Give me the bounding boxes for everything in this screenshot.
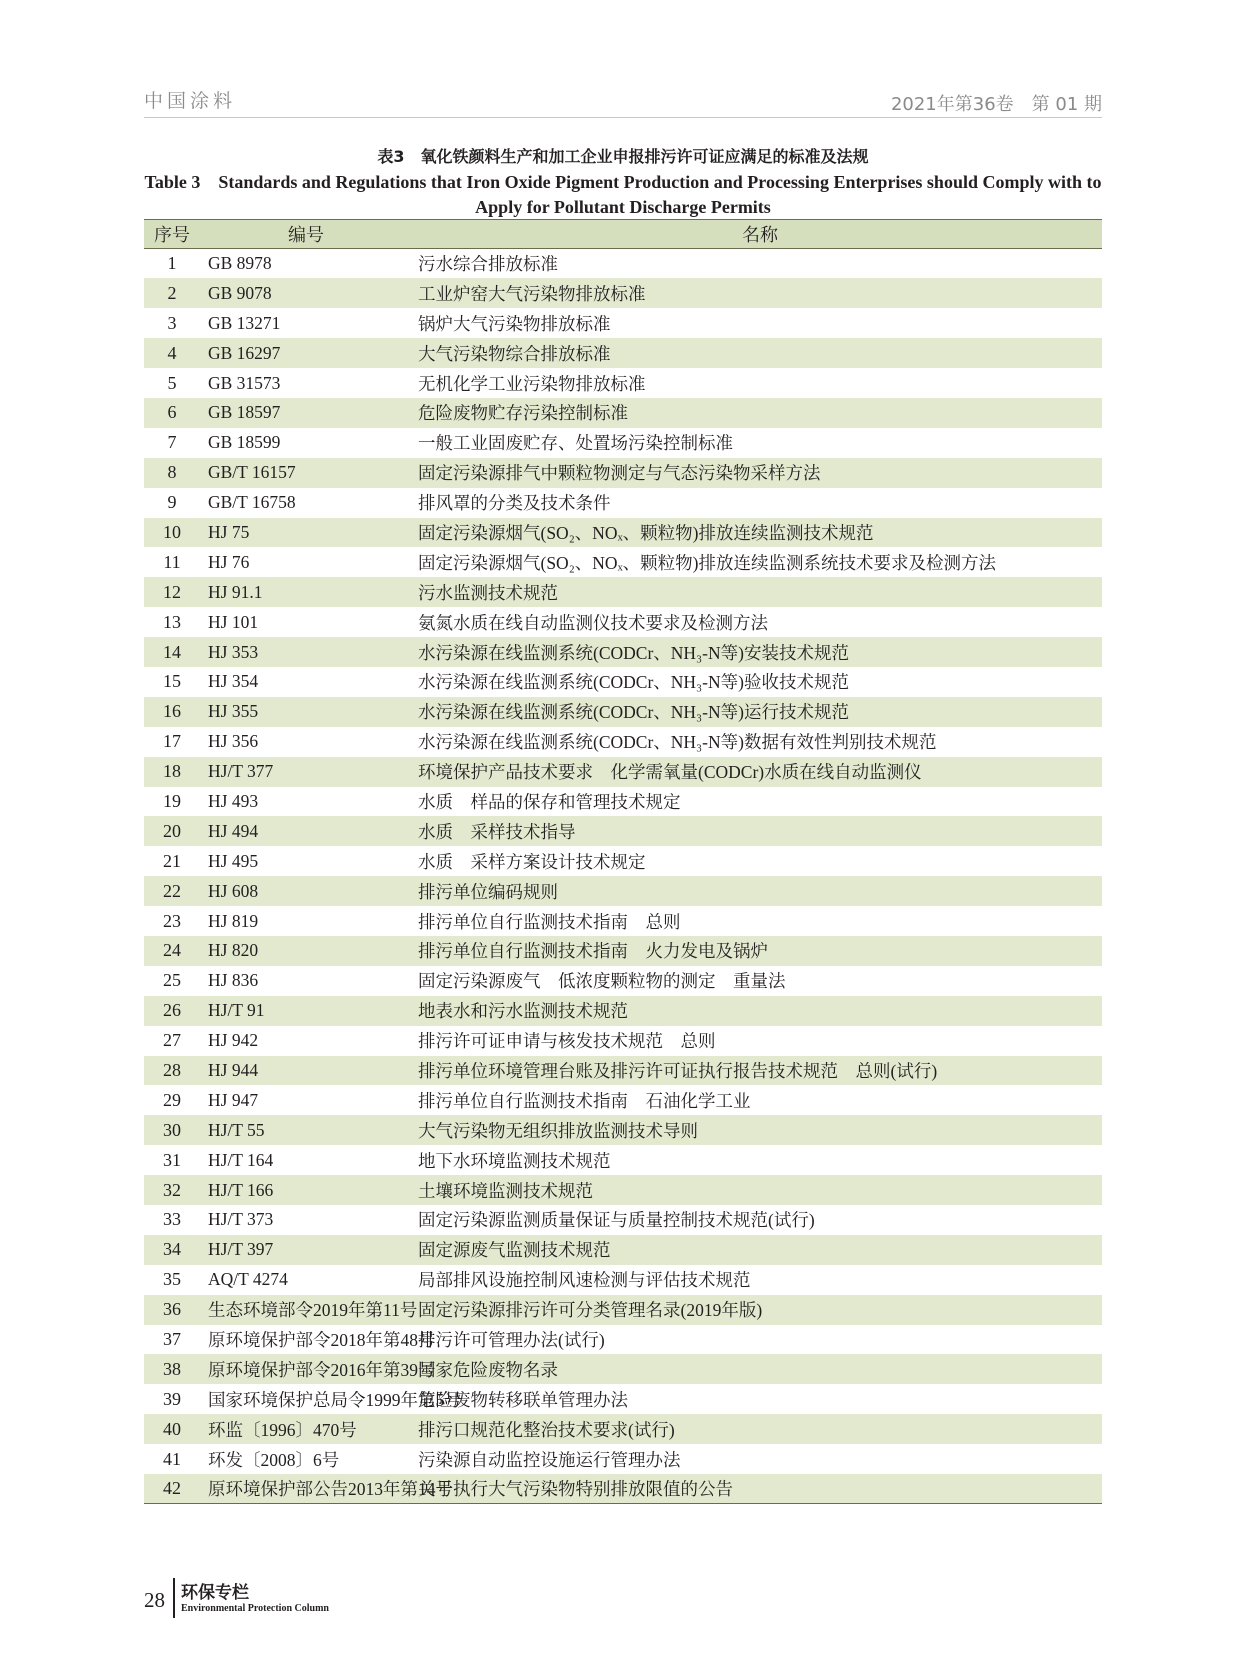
row-code: HJ/T 166 [208,1179,274,1200]
row-name: 排污单位自行监测技术指南 总则 [418,911,681,932]
row-name: 污水综合排放标准 [418,254,558,275]
row-number: 27 [163,1030,181,1051]
row-number: 28 [163,1059,181,1080]
row-number: 7 [167,432,177,453]
row-name: 固定污染源监测质量保证与质量控制技术规范(试行) [418,1210,815,1231]
row-number: 42 [163,1478,181,1499]
table-row [144,1175,1102,1205]
row-name: 环境保护产品技术要求 化学需氧量(CODCr)水质在线自动监测仪 [418,762,922,783]
row-code: HJ 354 [208,671,259,692]
row-number: 21 [163,850,181,871]
row-name: 关于执行大气污染物特别排放限值的公告 [418,1479,733,1500]
row-name: 锅炉大气污染物排放标准 [418,313,611,334]
row-name: 固定污染源废气 低浓度颗粒物的测定 重量法 [418,971,786,992]
table-row [144,996,1102,1026]
table-caption-en: Table 3 Standards and Regulations that Iron Oxide Pigment Production and Processing Enterprises should Comply with to Apply for Pollutant Discharge Permits [144,172,1102,217]
header-divider [144,117,1102,118]
row-name: 水质 采样方案设计技术规定 [418,851,646,872]
row-number: 19 [163,790,181,811]
table-row [144,1354,1102,1384]
table-row [144,1235,1102,1265]
row-name: 水污染源在线监测系统(CODCr、NH₃-N等)安装技术规范 [418,642,849,663]
row-number: 14 [163,641,181,662]
row-code: 原环境保护部令2018年第48号 [208,1330,436,1350]
row-name: 危险废物贮存污染控制标准 [418,403,628,424]
row-name: 大气污染物综合排放标准 [418,343,611,364]
standards-table [144,219,1102,1504]
row-number: 4 [167,342,177,363]
row-code: HJ 944 [208,1059,259,1080]
row-code: HJ 101 [208,611,259,632]
row-number: 16 [163,701,181,722]
row-name: 固定污染源烟气(SO₂、NOₓ、颗粒物)排放连续监测技术规范 [418,522,874,543]
row-name: 危险废物转移联单管理办法 [418,1389,628,1410]
row-number: 3 [167,312,177,333]
row-name: 固定污染源排气中颗粒物测定与气态污染物采样方法 [418,463,821,484]
row-name: 污水监测技术规范 [418,582,558,603]
table-row [144,1145,1102,1175]
row-name: 排污单位自行监测技术指南 火力发电及锅炉 [418,941,768,962]
row-number: 29 [163,1089,181,1110]
row-name: 固定污染源烟气(SO₂、NOₓ、颗粒物)排放连续监测系统技术要求及检测方法 [418,552,996,573]
row-number: 20 [163,820,181,841]
page-number: 28 [144,1588,165,1612]
table-row [144,398,1102,428]
table-row [144,966,1102,996]
row-code: GB 31573 [208,372,281,393]
table-row [144,846,1102,876]
journal-name: 中国涂料 [144,90,237,112]
row-code: 原环境保护部公告2013年第14号 [208,1479,453,1500]
row-number: 8 [167,462,177,483]
row-name: 排污单位环境管理台账及排污许可证执行报告技术规范 总则(试行) [418,1060,938,1081]
row-code: 原环境保护部令2016年第39号 [208,1359,436,1380]
column-header-name: 名称 [742,225,778,246]
row-number: 37 [163,1329,181,1349]
row-name: 大气污染物无组织排放监测技术导则 [418,1120,698,1141]
row-name: 地表水和污水监测技术规范 [418,1001,628,1022]
table-row [144,338,1102,368]
table-row [144,428,1102,458]
table-row [144,1325,1102,1355]
row-code: HJ 836 [208,970,259,991]
row-number: 9 [167,492,177,513]
table-row [144,936,1102,966]
row-code: GB 16297 [208,342,281,363]
table-row [144,249,1102,279]
row-code: HJ 355 [208,701,259,722]
row-name: 土壤环境监测技术规范 [418,1180,593,1201]
row-code: 生态环境部令2019年第11号 [208,1300,418,1321]
row-code: HJ 942 [208,1030,259,1051]
row-number: 31 [163,1149,181,1170]
row-code: AQ/T 4274 [208,1269,288,1290]
row-code: HJ/T 164 [208,1149,274,1170]
row-number: 32 [163,1179,181,1200]
row-name: 水污染源在线监测系统(CODCr、NH₃-N等)数据有效性判别技术规范 [418,732,937,753]
row-code: HJ/T 397 [208,1239,274,1260]
column-name-en: Environmental Protection Column [181,1603,329,1614]
row-name: 排污许可管理办法(试行) [418,1330,605,1350]
row-code: HJ 76 [208,551,250,572]
row-name: 排污单位自行监测技术指南 石油化学工业 [418,1090,751,1111]
row-code: HJ 819 [208,910,259,931]
table-row [144,1265,1102,1295]
row-name: 无机化学工业污染物排放标准 [418,373,646,394]
row-name: 排污口规范化整治技术要求(试行) [418,1419,675,1440]
row-name: 排污许可证申请与核发技术规范 总则 [418,1031,716,1052]
row-number: 23 [163,910,181,931]
row-number: 35 [163,1269,181,1290]
table-row [144,787,1102,817]
row-number: 34 [163,1239,181,1260]
table-row [144,1295,1102,1325]
row-code: HJ/T 91 [208,1000,265,1021]
row-name: 水污染源在线监测系统(CODCr、NH₃-N等)验收技术规范 [418,672,849,693]
row-code: HJ/T 55 [208,1119,265,1140]
row-code: 环发〔2008〕6号 [208,1449,340,1470]
table-row [144,1085,1102,1115]
table-row [144,547,1102,577]
row-code: 环监〔1996〕470号 [208,1419,357,1440]
table-row [144,816,1102,846]
row-number: 15 [163,671,181,692]
row-number: 12 [163,581,181,602]
table-row [144,607,1102,637]
row-name: 氨氮水质在线自动监测仪技术要求及检测方法 [418,612,768,633]
row-number: 24 [163,940,181,961]
row-number: 10 [163,521,181,542]
row-number: 2 [167,282,177,303]
row-number: 17 [163,731,181,752]
table-row [144,458,1102,488]
row-code: HJ/T 377 [208,761,274,782]
row-name: 污染源自动监控设施运行管理办法 [418,1449,681,1470]
row-name: 水质 采样技术指导 [418,821,576,842]
row-code: HJ 947 [208,1089,259,1110]
table-row [144,577,1102,607]
row-code: HJ 495 [208,850,259,871]
table-header-row [144,220,1102,249]
row-code: HJ 356 [208,731,259,752]
row-number: 6 [167,402,177,423]
column-header-number: 序号 [154,225,190,246]
row-code: HJ 608 [208,880,259,901]
row-name: 一般工业固废贮存、处置场污染控制标准 [418,433,733,454]
table-row [144,368,1102,398]
table-row [144,278,1102,308]
table-row [144,757,1102,787]
row-code: GB 8978 [208,253,272,274]
table-row [144,906,1102,936]
row-number: 40 [163,1418,181,1439]
table-row [144,1115,1102,1145]
row-code: GB/T 16157 [208,462,296,483]
row-code: HJ 91.1 [208,581,263,602]
row-code: HJ 820 [208,940,259,961]
table-row [144,488,1102,518]
row-name: 地下水环境监测技术规范 [418,1150,611,1171]
row-number: 36 [163,1299,181,1320]
table-row [144,727,1102,757]
row-number: 26 [163,1000,181,1021]
row-number: 41 [163,1448,181,1469]
row-number: 33 [163,1209,181,1230]
row-number: 5 [167,372,177,393]
row-name: 排污单位编码规则 [418,881,558,902]
column-header-code: 编号 [288,225,324,246]
row-code: GB 9078 [208,282,272,303]
row-name: 固定源废气监测技术规范 [418,1240,611,1261]
row-code: GB 18597 [208,402,281,423]
row-number: 1 [167,253,177,274]
row-code: HJ/T 373 [208,1209,274,1230]
row-code: 国家环境保护总局令1999年第5号 [208,1389,462,1410]
row-number: 39 [163,1388,181,1409]
table-row [144,1444,1102,1474]
table-row [144,697,1102,727]
issue-info: 2021年第36卷 第 01 期 [890,94,1102,115]
row-code: GB 13271 [208,312,281,333]
table-row [144,667,1102,697]
row-code: HJ 75 [208,521,250,542]
row-code: GB/T 16758 [208,492,296,513]
row-code: HJ 494 [208,820,259,841]
row-number: 18 [163,761,181,782]
row-name: 国家危险废物名录 [418,1359,558,1380]
table-row [144,1474,1102,1504]
table-row [144,1026,1102,1056]
table-row [144,1205,1102,1235]
table-row [144,518,1102,548]
table-row [144,876,1102,906]
row-number: 13 [163,611,181,632]
row-number: 38 [163,1358,181,1379]
table-row [144,1056,1102,1086]
table-row [144,1414,1102,1444]
row-code: GB 18599 [208,432,281,453]
table-row [144,308,1102,338]
row-name: 排风罩的分类及技术条件 [418,493,611,514]
table-body [144,249,1102,1504]
table-row [144,637,1102,667]
column-name-zh: 环保专栏 [181,1583,249,1603]
row-name: 工业炉窑大气污染物排放标准 [418,283,646,304]
row-name: 局部排风设施控制风速检测与评估技术规范 [418,1270,751,1291]
table-row [144,1384,1102,1414]
row-name: 固定污染源排污许可分类管理名录(2019年版) [418,1300,763,1321]
row-number: 22 [163,880,181,901]
row-number: 30 [163,1119,181,1140]
row-number: 11 [163,551,181,572]
row-number: 25 [163,970,181,991]
footer-divider [173,1578,175,1618]
table-caption-zh: 表3 氧化铁颜料生产和加工企业申报排污许可证应满足的标准及法规 [377,147,869,166]
row-name: 水质 样品的保存和管理技术规定 [418,791,681,812]
row-code: HJ 493 [208,790,259,811]
row-name: 水污染源在线监测系统(CODCr、NH₃-N等)运行技术规范 [418,702,849,723]
row-code: HJ 353 [208,641,259,662]
